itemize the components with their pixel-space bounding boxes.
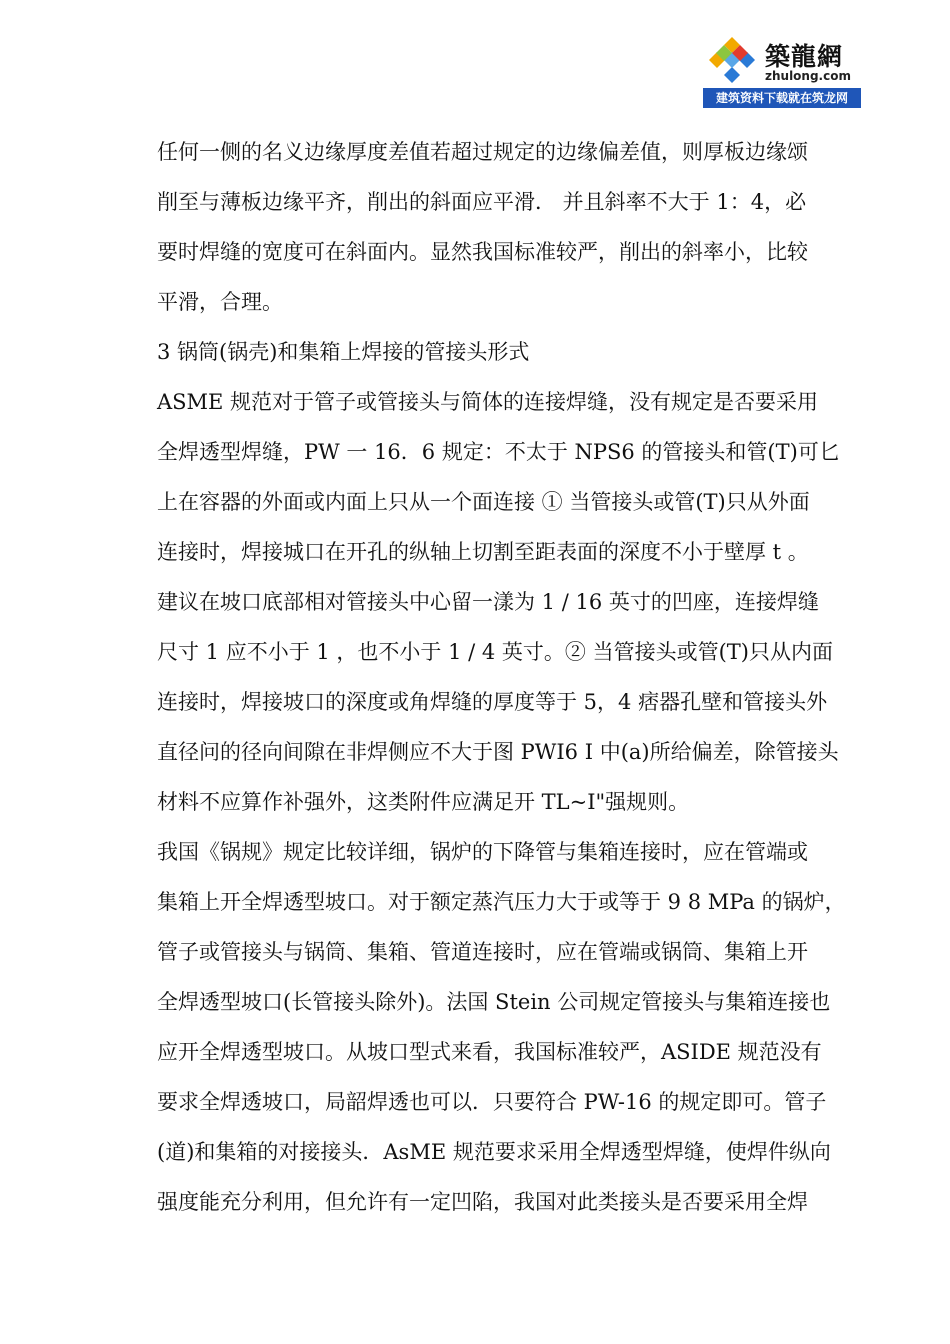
text-line: 强度能充分利用，但允许有一定凹陷，我国对此类接头是否要采用全焊: [157, 1190, 808, 1214]
text-line: 管子或管接头与锅筒、集箱、管道连接时，应在管端或锅筒、集箱上开: [157, 940, 808, 964]
text-line: 削至与薄板边缘平齐，削出的斜面应平滑． 并且斜率不大于 1：4，必: [157, 190, 807, 214]
text-line: 上在容器的外面或内面上只从一个面连接 ① 当管接头或管(T)只从外面: [157, 490, 810, 514]
text-line: (道)和集箱的对接接头．AsME 规范要求采用全焊透型焊缝，使焊件纵向: [157, 1140, 831, 1164]
text-line: 要求全焊透坡口，局韶焊透也可以．只要符合 PW-16 的规定即可。管子: [157, 1090, 827, 1114]
document-body: [157, 127, 867, 1227]
text-line: 材料不应算作补强外，这类附件应满足开 TL~I"强规则。: [157, 790, 690, 814]
text-line: 连接时，焊接城口在开孔的纵轴上切割至距表面的深度不小于壁厚 t 。: [157, 540, 809, 564]
text-line: ASME 规范对于管子或管接头与简体的连接焊缝，没有规定是否要采用: [157, 390, 819, 414]
text-line: 平滑，合理。: [157, 290, 283, 314]
text-line: 建议在坡口底部相对管接头中心留一漾为 1 / 16 英寸的凹座，连接焊缝: [157, 590, 819, 614]
text-line: 集箱上开全焊透型坡口。对于额定蒸汽压力大于或等于 9 8 MPa 的锅炉，: [157, 890, 846, 914]
logo-banner: 建筑资料下载就在筑龙网: [703, 88, 861, 108]
text-line: 全焊透型坡口(长管接头除外)。法国 Stein 公司规定管接头与集箱连接也: [157, 990, 831, 1014]
section-heading: 3 锅筒(锅壳)和集箱上焊接的管接头形式: [157, 340, 530, 364]
text-line: 连接时，焊接坡口的深度或角焊缝的厚度等于 5，4 痞器孔壁和管接头外: [157, 690, 828, 714]
text-line: 我国《锅规》规定比较详细，锅炉的下降管与集箱连接时，应在管端或: [157, 840, 808, 864]
logo-title: 築龍網: [765, 42, 844, 71]
text-line: 直径问的径向间隙在非焊侧应不大于图 PWI6 I 中(a)所给偏差，除管接头: [157, 740, 839, 764]
zhulong-logo-icon: [707, 35, 757, 85]
text-line: 尺寸 1 应不小于 1 ，也不小于 1 / 4 英寸。② 当管接头或管(T)只从内面: [157, 640, 833, 664]
text-line: 要时焊缝的宽度可在斜面内。显然我国标准较严，削出的斜率小，比较: [157, 240, 808, 264]
text-line: 应开全焊透型坡口。从坡口型式来看，我国标准较严，ASIDE 规范没有: [157, 1040, 822, 1064]
text-line: 任何一侧的名义边缘厚度差值若超过规定的边缘偏差值，则厚板边缘颂: [157, 140, 808, 164]
zhulong-logo: [703, 31, 861, 108]
text-line: 全焊透型焊缝，PW 一 16．6 规定：不太于 NPS6 的管接头和管(T)可匕: [157, 440, 840, 464]
logo-domain: zhulong.com: [765, 69, 851, 83]
